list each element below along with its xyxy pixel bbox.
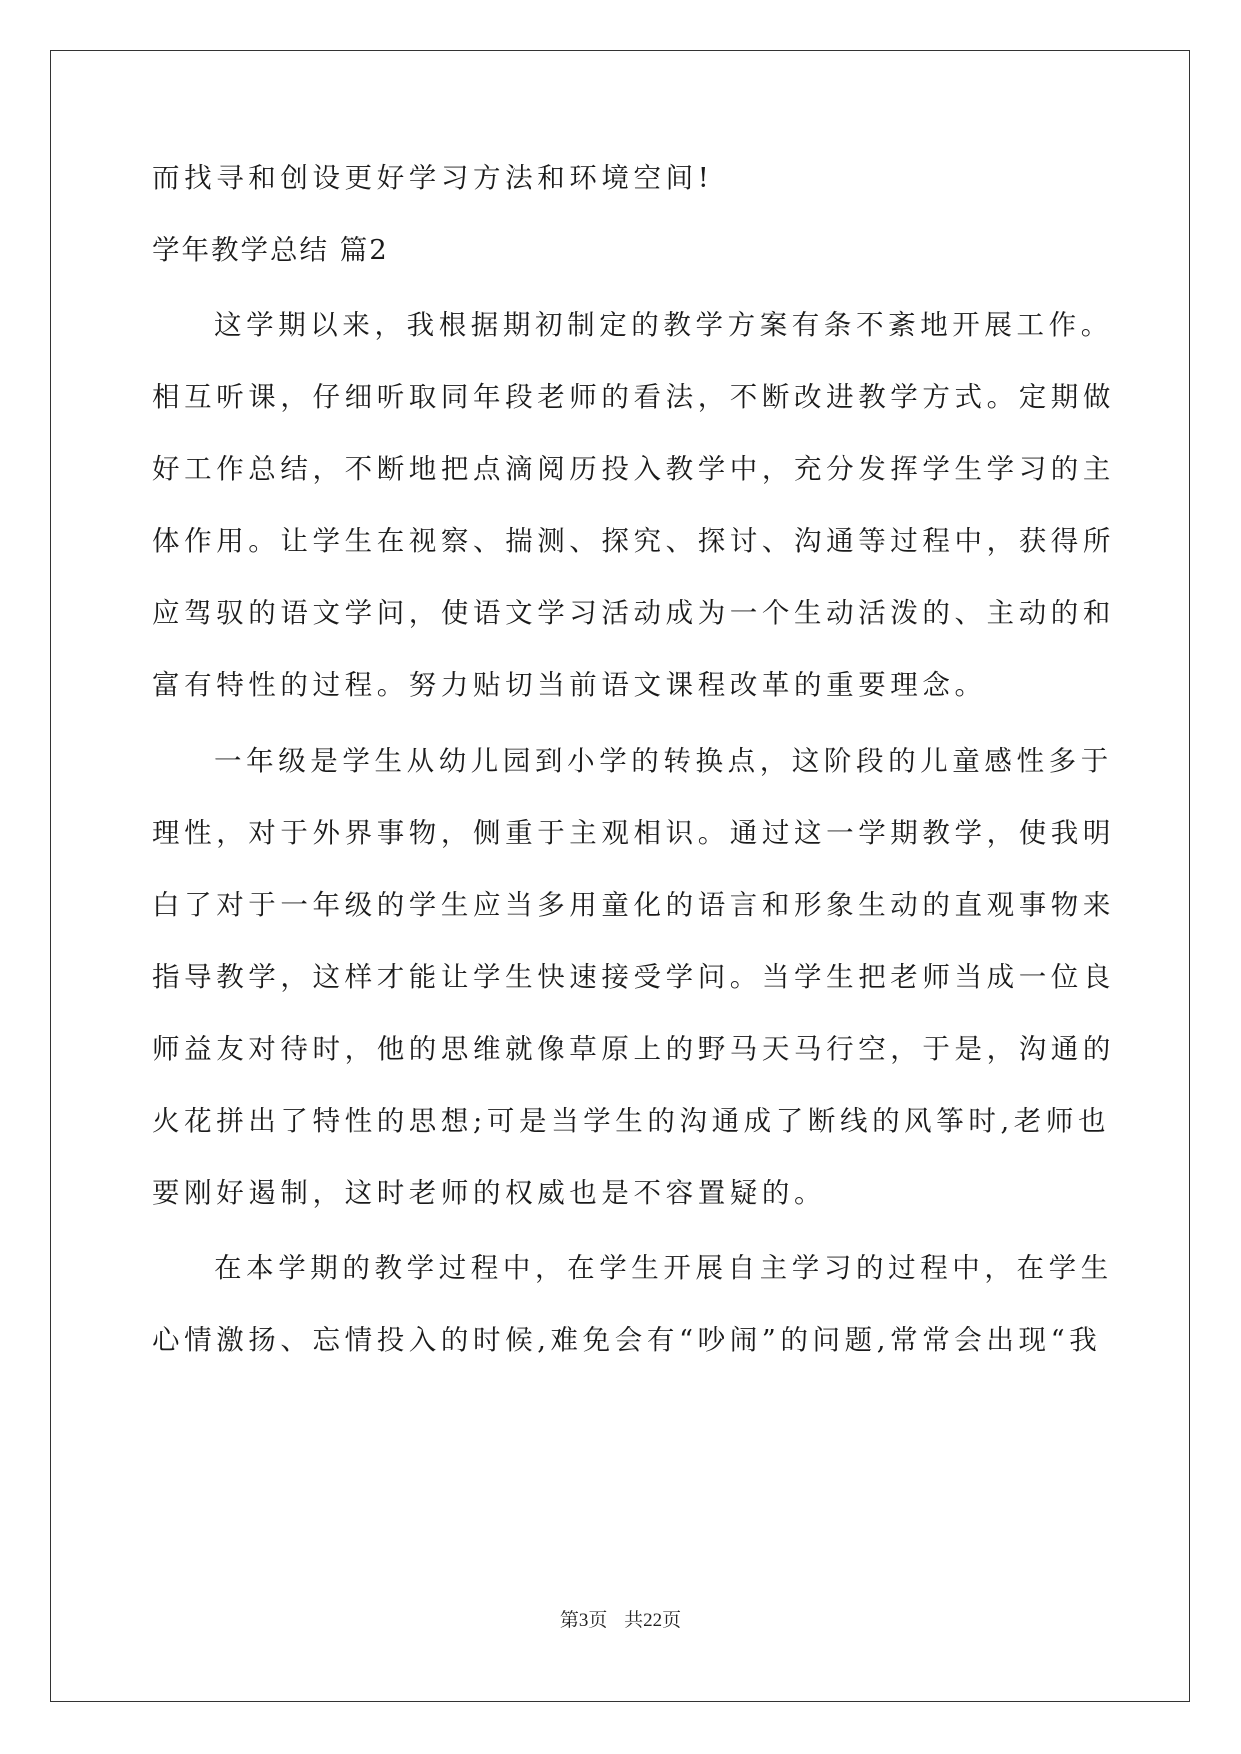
paragraph-line: 富有特性的过程。努力贴切当前语文课程改革的重要理念。 — [152, 669, 987, 701]
paragraph-line: 一年级是学生从幼儿园到小学的转换点，这阶段的儿童感性多于 — [214, 745, 1113, 777]
paragraph-line: 火花拼出了特性的思想;可是当学生的沟通成了断线的风筝时,老师也 — [152, 1105, 1111, 1137]
paragraph-line: 指导教学，这样才能让学生快速接受学问。当学生把老师当成一位良 — [152, 961, 1115, 993]
page-number: 第3页 — [559, 1610, 608, 1631]
paragraph-line: 这学期以来，我根据期初制定的教学方案有条不紊地开展工作。 — [214, 309, 1113, 341]
section-heading: 学年教学总结 篇2 — [152, 234, 389, 266]
paragraph-line: 应驾驭的语文学问，使语文学习活动成为一个生动活泼的、主动的和 — [152, 597, 1115, 629]
paragraph-line: 师益友对待时，他的思维就像草原上的野马天马行空，于是，沟通的 — [152, 1033, 1115, 1065]
page-footer — [0, 1605, 1241, 1632]
page-total: 共22页 — [624, 1610, 682, 1631]
paragraph-line: 白了对于一年级的学生应当多用童化的语言和形象生动的直观事物来 — [152, 889, 1115, 921]
paragraph-line: 心情激扬、忘情投入的时候,难免会有“吵闹”的问题,常常会出现“我 — [152, 1324, 1102, 1356]
page-frame — [50, 50, 1190, 1702]
paragraph-line: 体作用。让学生在视察、揣测、探究、探讨、沟通等过程中，获得所 — [152, 525, 1115, 557]
paragraph-line: 理性，对于外界事物，侧重于主观相识。通过这一学期教学，使我明 — [152, 817, 1115, 849]
paragraph-line: 在本学期的教学过程中，在学生开展自主学习的过程中，在学生 — [214, 1252, 1113, 1284]
text-line: 而找寻和创设更好学习方法和环境空间! — [152, 162, 714, 194]
paragraph-line: 要刚好遏制，这时老师的权威也是不容置疑的。 — [152, 1177, 827, 1209]
paragraph-line: 好工作总结，不断地把点滴阅历投入教学中，充分发挥学生学习的主 — [152, 453, 1115, 485]
paragraph-line: 相互听课，仔细听取同年段老师的看法，不断改进教学方式。定期做 — [152, 381, 1115, 413]
